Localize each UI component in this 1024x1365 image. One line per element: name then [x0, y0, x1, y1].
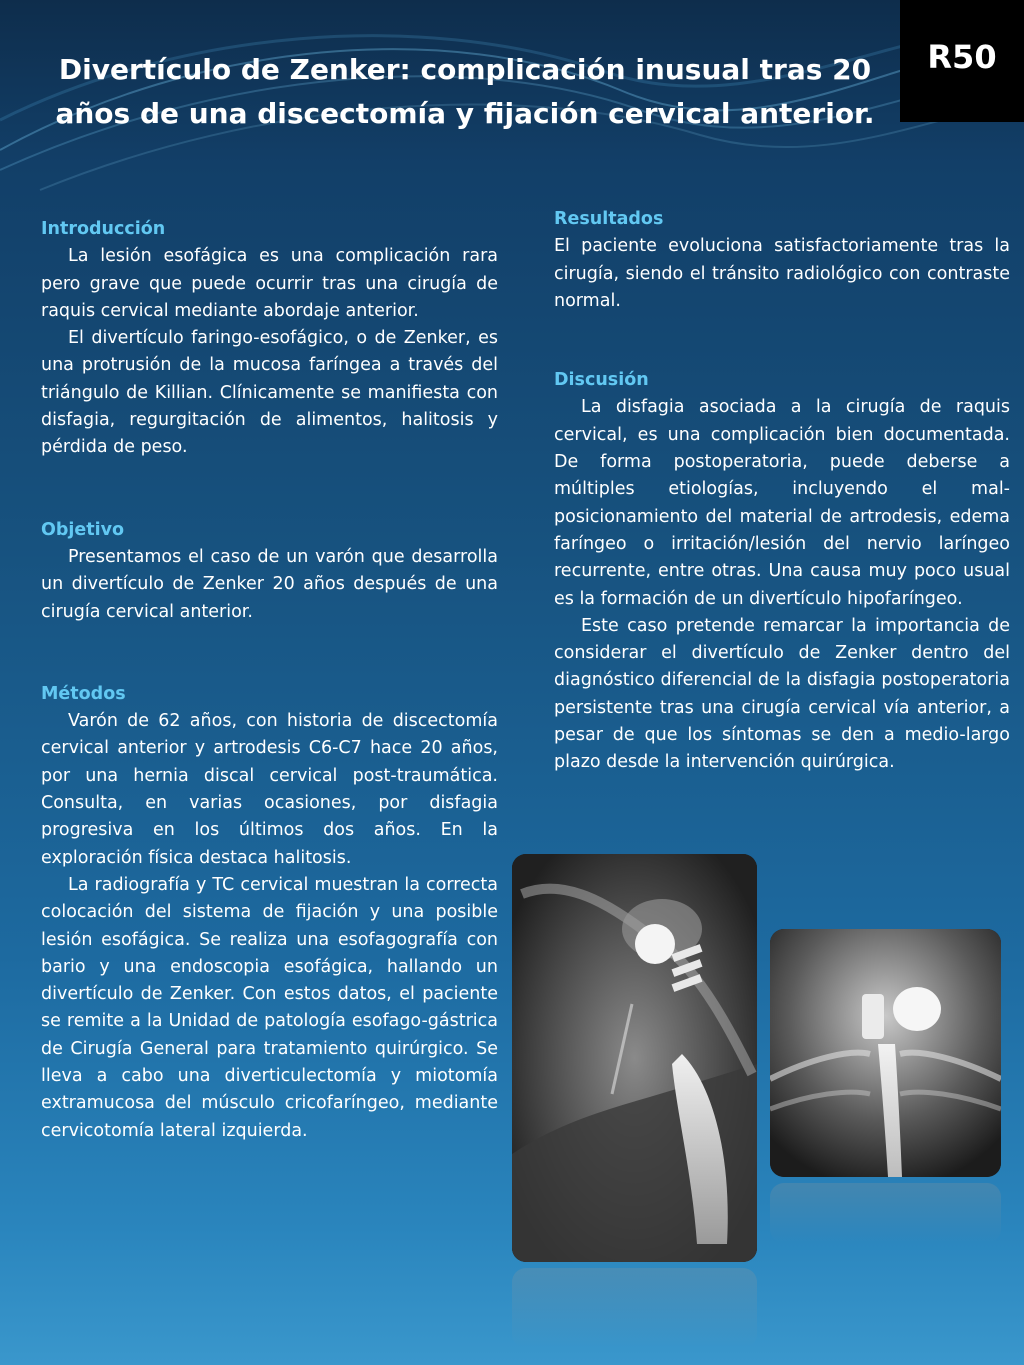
section-title-introduccion: Introducción: [41, 219, 166, 239]
right-column: [554, 206, 1010, 777]
introduccion-paragraph-1: La lesión esofágica es una complicación rara pero grave que puede ocurrir tras una cirugía de raquis cervical mediante abordaje anterior.: [41, 246, 498, 321]
section-title-objetivo: Objetivo: [41, 519, 125, 540]
section-title-discusion: Discusión: [554, 370, 649, 391]
section-objetivo: [41, 517, 498, 626]
left-column: [41, 216, 498, 1145]
xray-lateral-esophagogram-image: [512, 854, 757, 1262]
metodos-paragraph-1: Varón de 62 años, con historia de discectomía cervical anterior y artrodesis C6-C7 hace 20 años, por una hernia discal cervical post-traumática. Consulta, en varias ocasiones, por disfagia progresiva en los últimos dos años. En la exploración física destaca halitosis.: [41, 711, 498, 868]
section-resultados: [554, 206, 1010, 315]
xray-lateral-reflection: [512, 1268, 757, 1348]
discusion-paragraph-2: Este caso pretende remarcar la importancia de considerar el divertículo de Zenker dentro del diagnóstico diferencial de la disfagia postoperatoria persistente tras una cirugía cervical vía anterior, a pesar de que los síntomas se den a medio-largo plazo desde la intervención quirúrgica.: [554, 615, 1010, 773]
introduccion-paragraph-2: El divertículo faringo-esofágico, o de Zenker, es una protrusión de la mucosa faríngea a través del triángulo de Killian. Clínicamente se manifiesta con disfagia, regurgitación de alimentos, halitosis y pérdida de peso.: [41, 328, 498, 458]
section-metodos: [41, 681, 498, 1145]
section-title-metodos: Métodos: [41, 683, 126, 704]
objetivo-paragraph-1: Presentamos el caso de un varón que desarrolla un divertículo de Zenker 20 años después de una cirugía cervical anterior.: [41, 546, 498, 622]
poster-title: Divertículo de Zenker: complicación inusual tras 20 años de una discectomía y fijación cervical anterior.: [55, 53, 875, 130]
section-discusion: [554, 367, 1010, 776]
section-introduccion: [41, 216, 498, 462]
discusion-paragraph-1: La disfagia asociada a la cirugía de raquis cervical, es una complicación bien documentada. De forma postoperatoria, puede deberse a múltiples etiologías, incluyendo el mal-posicionamiento del material de artrodesis, edema faríngeo o irritación/lesión del nervio laríngeo recurrente, entre otras. Una causa muy poco usual es la formación de un divertículo hipofaríngeo.: [554, 397, 1010, 609]
poster-code-badge: R50: [900, 0, 1024, 122]
section-title-resultados: Resultados: [554, 209, 664, 229]
xray-ap-reflection: [770, 1183, 1001, 1243]
xray-ap-view-image: [770, 929, 1001, 1177]
resultados-paragraph-1: El paciente evoluciona satisfactoriamente tras la cirugía, siendo el tránsito radiológico con contraste normal.: [554, 236, 1010, 311]
metodos-paragraph-2: La radiografía y TC cervical muestran la correcta colocación del sistema de fijación y una posible lesión esofágica. Se realiza una esofagografía con bario y una endoscopia esofágica, hallando un divertículo de Zenker. Con estos datos, el paciente se remite a la Unidad de patología esofago-gástrica de Cirugía General para tratamiento quirúrgico. Se lleva a cabo una diverticulectomía y miotomía extramucosa del músculo cricofaríngeo, mediante cervicotomía lateral izquierda.: [41, 874, 498, 1141]
